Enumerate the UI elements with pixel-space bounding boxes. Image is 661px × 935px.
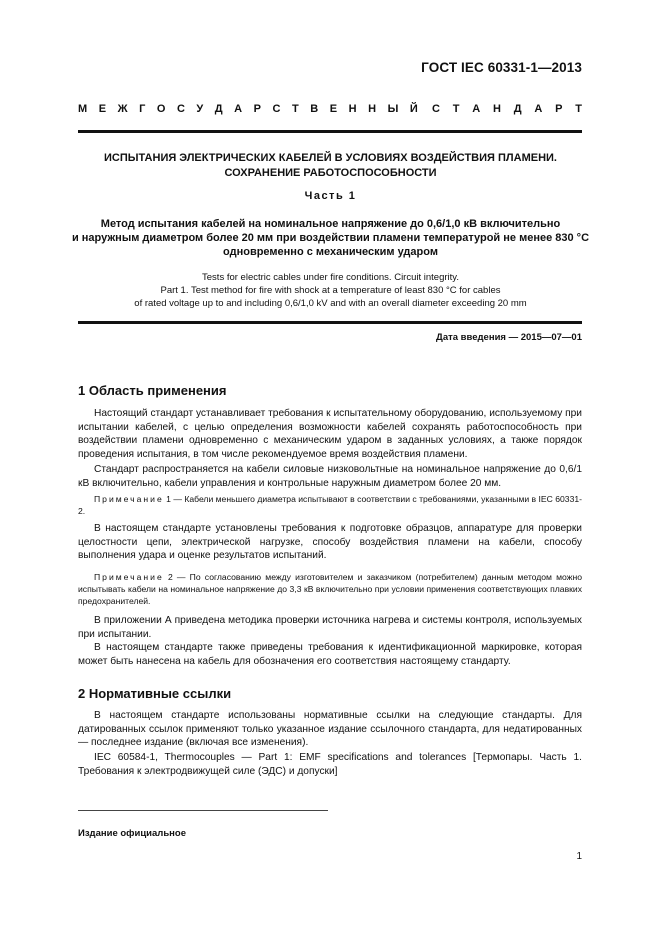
banner-word-1-letter: Н [368,103,377,115]
banner-word-1-letter: С [272,103,281,115]
banner-word-2-letter: Д [513,103,522,115]
banner-word-1-letter: Й [409,103,418,115]
banner-word-1-letter: Д [214,103,223,115]
banner-word-1-letter: Т [292,103,299,115]
banner-word-1-letter: С [176,103,185,115]
note-1 [78,493,582,517]
section-1-heading: 1 Область применения [78,383,227,398]
banner-word-1-letter: У [196,103,204,115]
banner-word-2-letter: Н [492,103,501,115]
english-title-line-1: Tests for electric cables under fire conditions. Circuit integrity. [202,272,459,283]
page-number: 1 [576,851,582,862]
part-label: Часть 1 [304,190,357,202]
document-title [60,151,601,181]
banner-word-1-letter: А [234,103,243,115]
introduction-date: Дата введения — 2015—07—01 [436,332,582,343]
section-2-heading: 2 Нормативные ссылки [78,686,232,701]
official-edition-label: Издание официальное [78,828,186,839]
note-1-label: Примечание [94,494,164,504]
english-title-line-2: Part 1. Test method for fire with shock at a temperature of least 830 °C for cables [160,285,501,296]
banner-word-1-letter: Н [348,103,357,115]
banner-word-2-letter: С [432,103,440,115]
banner-word-2-letter: А [534,103,543,115]
english-title-line-3: of rated voltage up to and including 0,6/1,0 kV and with an overall diameter exceeding 20 mm [134,298,527,309]
banner-word-2-letter: Т [575,103,582,115]
banner-word-1-letter: Ы [387,103,399,115]
banner-word-1-letter: Е [98,103,107,115]
title-bottom-rule [78,321,582,324]
section-1-paragraph-1: Настоящий стандарт устанавливает требования к испытательному оборудованию, используемому при испытании кабелей, с целью определения возможности кабелей сохранять работоспособность при воздействии пламени одновременно с механическим ударом в заданных условиях, а также порядок проведения испытания, в том числе рекомендуемое время воздействия пламени. [78,408,582,460]
banner-word-1-letter: Г [139,103,146,115]
section-1-paragraph-5: В настоящем стандарте также приведены требования к идентификационной маркировке, которая может быть нанесена на кабель для обозначения его соответствия настоящему стандарту. [78,642,582,667]
note-2 [78,571,582,607]
section-1-paragraph-4: В приложении А приведена методика проверки источника нагрева и системы контроля, используемых при испытании. [78,615,582,640]
subtitle-line-2: и наружным диаметром более 20 мм при воздействии пламени температурой не менее 830 °С [71,232,590,244]
banner-word-1-letter: Ж [117,103,128,115]
interstate-standard-banner [78,103,582,115]
banner-word-1-letter: М [78,103,88,115]
banner-word-2-letter: А [472,103,481,115]
subtitle-line-1: Метод испытания кабелей на номинальное напряжение до 0,6/1,0 кВ включительно [100,218,561,230]
banner-word-interstate [78,103,418,115]
note-1-text: 1 — Кабели меньшего диаметра испытывают в соответствии с требованиями, указанными в IEC 60331-2. [78,494,582,516]
document-subtitle [60,217,601,259]
note-2-text: 2 — По согласованию между изготовителем и заказчиком (потребителем) данным методом можно испытывать кабели на номинальное напряжение до 3,3 кВ включительно при условии применения соответствующих плавких предохранителей. [78,572,583,606]
banner-word-1-letter: В [310,103,319,115]
section-2-paragraph-1: В настоящем стандарте использованы нормативные ссылки на следующие стандарты. Для датированных ссылок применяют только указанное издание ссылочного стандарта, для недатированных — последнее издание (включая все изменения). [78,710,582,748]
banner-word-2-letter: Р [555,103,563,115]
english-title [60,271,601,310]
header-rule [78,130,582,133]
section-1-paragraph-2: Стандарт распространяется на кабели силовые низковольтные на номинальное напряжение до 0,6/1 кВ включительно, кабели управления и контрольные наружным диаметром более 20 мм. [78,464,582,489]
title-line-2: СОХРАНЕНИЕ РАБОТОСПОСОБНОСТИ [224,167,437,179]
section-1-paragraph-3: В настоящем стандарте установлены требования к подготовке образцов, аппаратуре для проверки целостности цепи, электрической нагрузке, способу воздействия пламени на кабели, способу выполнения удара и оценке результатов испытаний. [78,523,582,561]
banner-word-1-letter: О [156,103,166,115]
title-line-1: ИСПЫТАНИЯ ЭЛЕКТРИЧЕСКИХ КАБЕЛЕЙ В УСЛОВИЯХ ВОЗДЕЙСТВИЯ ПЛАМЕНИ. [104,152,557,164]
banner-word-1-letter: Е [329,103,338,115]
footer-rule [78,810,328,811]
subtitle-line-3: одновременно с механическим ударом [223,246,438,258]
section-2-reference-iec-60584-1: IEC 60584-1, Thermocouples — Part 1: EMF specifications and tolerances [Термопары. Часть 1. Требования к электродвижущей силе (ЭДС) и допуски] [78,752,582,777]
banner-word-2-letter: Т [452,103,460,115]
banner-word-1-letter: Р [253,103,261,115]
note-2-label: Примечание [94,572,164,582]
standard-number: ГОСТ IEC 60331-1—2013 [421,60,582,75]
banner-word-standard [432,103,582,115]
